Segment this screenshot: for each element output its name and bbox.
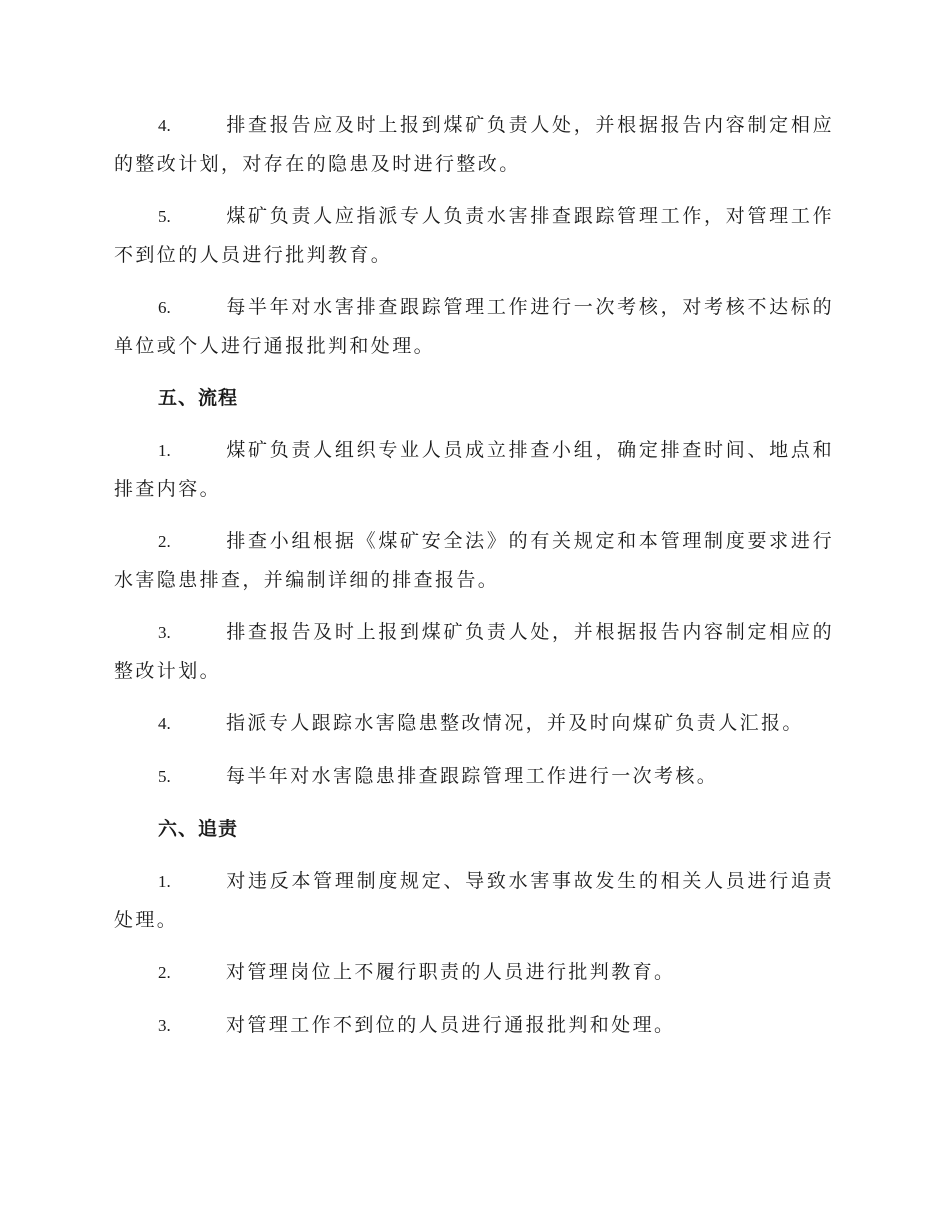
section-heading-process: 五、流程 — [158, 387, 239, 409]
item-number: 5. — [158, 767, 171, 786]
list-item — [114, 106, 834, 183]
section-heading-accountability: 六、追责 — [158, 818, 239, 840]
list-item — [114, 288, 834, 365]
list-item — [114, 613, 834, 690]
list-item — [114, 862, 834, 939]
item-number: 3. — [158, 623, 171, 642]
item-number: 6. — [158, 298, 171, 317]
item-text: 煤矿负责人组织专业人员成立排查小组，确定排查时间、地点和排查内容。 — [114, 439, 834, 500]
item-text: 排查报告应及时上报到煤矿负责人处，并根据报告内容制定相应的整改计划，对存在的隐患及时进行整改。 — [114, 114, 834, 175]
list-item — [114, 757, 834, 796]
item-text: 对违反本管理制度规定、导致水害事故发生的相关人员进行追责处理。 — [114, 870, 834, 931]
item-text: 排查小组根据《煤矿安全法》的有关规定和本管理制度要求进行水害隐患排查，并编制详细的排查报告。 — [114, 530, 834, 591]
item-number: 1. — [158, 441, 171, 460]
item-number: 4. — [158, 714, 171, 733]
list-item — [114, 431, 834, 508]
item-number: 5. — [158, 207, 171, 226]
item-text: 排查报告及时上报到煤矿负责人处，并根据报告内容制定相应的整改计划。 — [114, 621, 834, 682]
item-number: 1. — [158, 872, 171, 891]
list-item — [114, 197, 834, 274]
item-number: 2. — [158, 963, 171, 982]
item-text: 对管理工作不到位的人员进行通报批判和处理。 — [226, 1014, 676, 1036]
document-body — [114, 106, 834, 1059]
item-number: 4. — [158, 116, 171, 135]
list-item — [114, 522, 834, 599]
item-number: 3. — [158, 1016, 171, 1035]
list-item — [114, 953, 834, 992]
item-text: 对管理岗位上不履行职责的人员进行批判教育。 — [226, 961, 676, 983]
list-item — [114, 1006, 834, 1045]
item-text: 指派专人跟踪水害隐患整改情况，并及时向煤矿负责人汇报。 — [226, 712, 804, 734]
item-number: 2. — [158, 532, 171, 551]
list-item — [114, 704, 834, 743]
item-text: 每半年对水害隐患排查跟踪管理工作进行一次考核。 — [226, 765, 719, 787]
item-text: 每半年对水害排查跟踪管理工作进行一次考核，对考核不达标的单位或个人进行通报批判和处理。 — [114, 296, 834, 357]
item-text: 煤矿负责人应指派专人负责水害排查跟踪管理工作，对管理工作不到位的人员进行批判教育。 — [114, 205, 834, 266]
